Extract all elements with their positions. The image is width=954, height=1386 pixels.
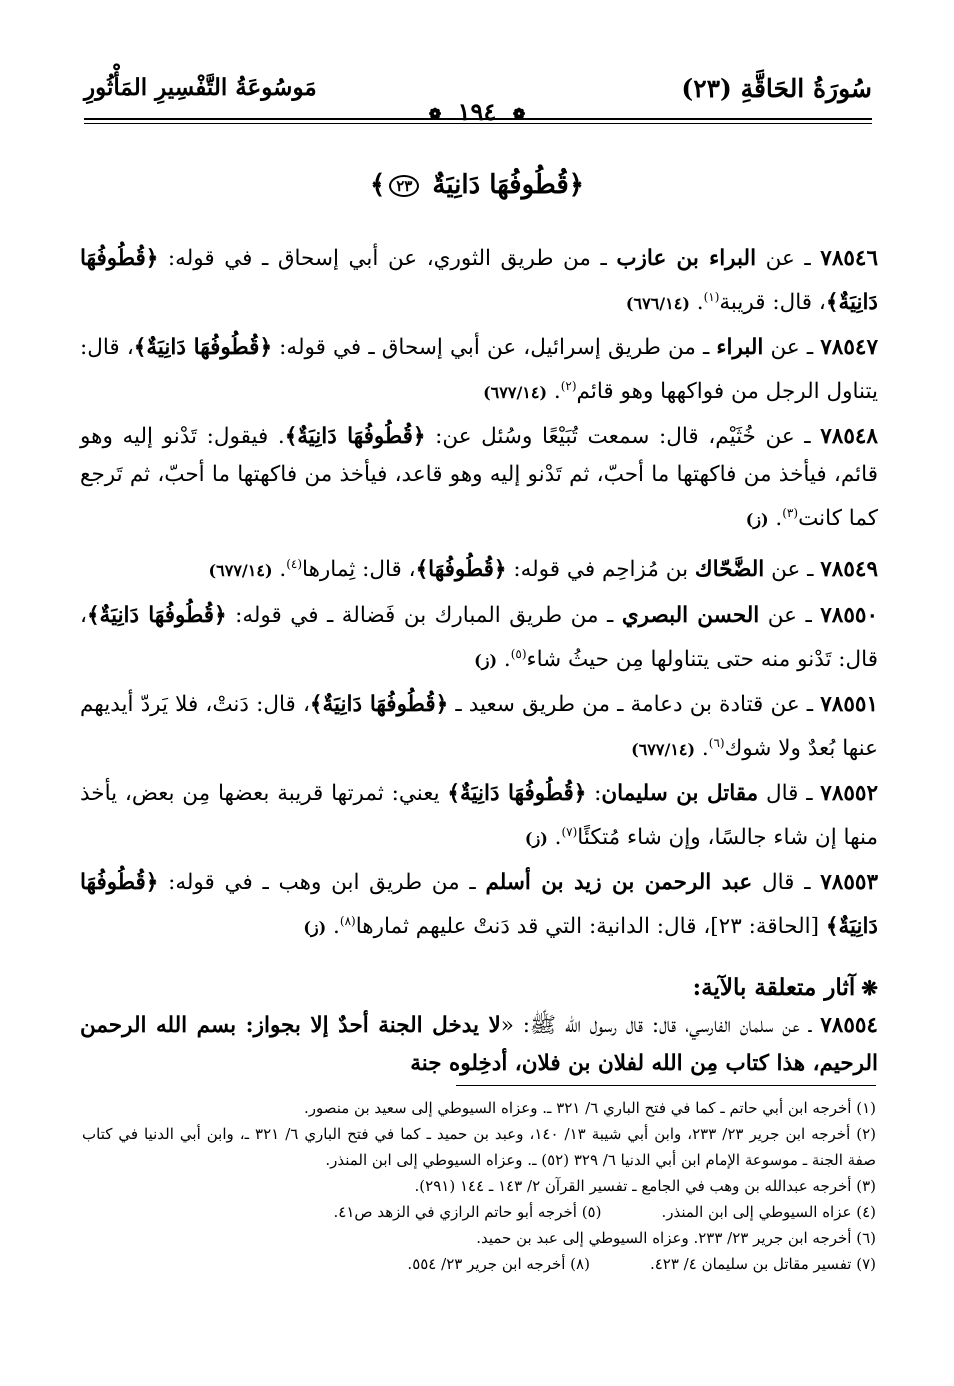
footnote: (٢) أخرجه ابن جرير ٢٣/ ٢٣٣، وابن أبي شيبة ١٣/ ١٤٠، وعبد بن حميد ـ كما في فتح الباري ٦/ ٣٢١ ـ، وابن أبي الدنيا في كتاب صفة الجنة ـ موسوعة الإمام ابن أبي الدنيا ٦/ ٣٢٩ (٥٢) ـ. وعزاه السيوطي إلى ابن المنذر.: [82, 1125, 877, 1169]
narrator-name: الضَّحّاك: [694, 557, 765, 583]
narrator-name: عبد الرحمن بن زيد بن أسلم: [485, 870, 753, 896]
entry-number: ٧٨٥٤٦: [820, 246, 879, 271]
entry-text: .: [768, 506, 783, 532]
page-number-row: [0, 97, 954, 126]
narration-entry: [80, 329, 878, 412]
ornament-icon: ❁: [428, 104, 442, 123]
footnote-separator: [456, 1085, 876, 1086]
footnote-ref: (٥): [510, 646, 527, 661]
entry-text: ـ من طريق الثوري، عن أبي إسحاق ـ في قوله:: [158, 246, 617, 271]
entry-number: ٧٨٥٥٤: [820, 1013, 878, 1039]
narrator-name: البراء بن عازب: [616, 246, 757, 271]
quran-quote: ﴿قُطُوفُهَا دَانِيَةٌ﴾: [86, 602, 227, 628]
narrator-name: الحسن البصري: [621, 602, 760, 628]
footnotes: [82, 1095, 876, 1277]
quran-quote: ﴿قُطُوفُهَا دَانِيَةٌ﴾: [447, 780, 587, 806]
entry-number: ٧٨٥٤٨: [820, 424, 878, 450]
footnote-ref: (٢): [560, 379, 577, 394]
narrator-name: مقاتل بن سليمان: [601, 780, 759, 806]
entry-number: ٧٨٥٤٧: [820, 335, 878, 361]
volume-reference: (٦٧٧/١٤): [631, 739, 696, 759]
footnote: (٣) أخرجه عبدالله بن وهب في الجامع ـ تفسير القرآن ٢/ ١٤٣ ـ ١٤٤ (٢٩١).: [414, 1177, 876, 1195]
entry-number: ٧٨٥٥٣: [820, 870, 878, 896]
narration-entry: [80, 864, 878, 947]
entry-text: ـ قال: [752, 870, 821, 896]
entry-text: ـ عن سلمان الفارسي، قال: قال رسول الله ﷺ: «: [500, 1013, 821, 1039]
main-text: [80, 240, 878, 1089]
volume-reference: (ز): [474, 650, 498, 670]
entry-text: بن مُزاحِم في قوله:: [506, 557, 695, 583]
entry-text: [الحاقة: ٢٣]، قال: الدانية: التي قد دَنتْ عليهم ثمارها: [355, 914, 826, 940]
quran-quote: ﴿قُطُوفُهَا دَانِيَةٌ﴾: [80, 246, 878, 316]
page-number: ١٩٤: [457, 97, 497, 126]
volume-reference: (ز): [303, 918, 327, 938]
star-ornament-icon: ❋: [861, 976, 878, 1001]
narration-entry: [80, 418, 878, 539]
entry-text: ـ من طريق إسرائيل، عن أبي إسحاق ـ في قوله:: [272, 335, 717, 361]
verse-text: قُطُوفُهَا دَانِيَةٌ: [432, 170, 569, 200]
volume-reference: (٦٧٧/١٤): [208, 561, 273, 581]
entry-text: يعني: ثمرتها قريبة بعضها مِن بعض، يأخذ منها إن شاء جالسًا، وإن شاء مُتكئًا: [80, 780, 878, 851]
footnote: (٥) أخرجه أبو حاتم الرازي في الزهد ص٤١.: [333, 1203, 602, 1221]
narration-entry: [80, 1007, 878, 1083]
entry-text: ، قال: يتناول الرجل من فواكهها وهو قائم: [80, 335, 878, 405]
footnote: (٨) أخرجه ابن جرير ٢٣/ ٥٥٤.: [407, 1255, 590, 1273]
narrator-name: البراء: [716, 335, 764, 361]
footnote-ref: (٣): [782, 506, 799, 521]
entry-number: ٧٨٥٥١: [820, 691, 878, 717]
entry-number: ٧٨٥٥٢: [820, 780, 879, 806]
entry-text: .: [272, 557, 287, 583]
volume-reference: (ز): [745, 510, 769, 530]
entry-text: ـ عن: [759, 602, 821, 628]
narration-entry: [80, 545, 878, 590]
entry-text: ـ من طريق المبارك بن فَضالة ـ في قوله:: [226, 602, 622, 628]
narration-entry: [80, 775, 878, 858]
entry-text: ـ من طريق ابن وهب ـ في قوله:: [158, 870, 486, 896]
entry-text: ـ عن: [763, 335, 821, 361]
footnote-ref: (١): [703, 290, 720, 304]
entry-text: . فيقول: تَدْنو إليه وهو قائم، فيأخذ من فاكهتها ما أحبّ، ثم تَدْنو إليه وهو قاعد، فيأخذ من فاكهتها ما أحبّ، ثم تَرجع كما كانت: [80, 424, 878, 532]
entry-text: ، قال: قريبة: [719, 290, 826, 316]
section-heading: [80, 969, 878, 1007]
quran-quote: ﴿قُطُوفُهَا دَانِيَةٌ﴾: [309, 691, 449, 717]
entry-text: .: [695, 735, 709, 761]
footnote-pair: [82, 1199, 876, 1225]
entry-text: ـ قال: [758, 780, 821, 806]
quran-bracket-open: ﴿: [568, 170, 585, 200]
volume-reference: (٦٧٦/١٤): [625, 294, 690, 314]
quran-quote: ﴿قُطُوفُهَا دَانِيَةٌ﴾: [133, 335, 273, 361]
footnote-pair: [82, 1251, 876, 1277]
footnote-ref: (٤): [286, 557, 303, 572]
entry-text: .: [326, 914, 340, 940]
entry-text: ، قال: ثِمارها: [302, 557, 416, 583]
surah-title: سُورَةُ الحَاقَّةِ (٢٣): [681, 74, 872, 103]
footnote-ref: (٧): [561, 824, 578, 839]
entry-text: ـ عن خُثَيْم، قال: سمعت تُبَيْعًا وسُئل عن:: [425, 424, 821, 450]
entry-text: ، قال: تَدْنو منه حتى يتناولها مِن حيثُ شاء: [80, 602, 878, 672]
quran-quote: ﴿قُطُوفُهَا﴾: [415, 557, 507, 583]
entry-text: .: [497, 646, 511, 672]
hadith-quote: لا يدخل الجنة أحدٌ إلا بجواز: بسم الله الرحمن الرحيم، هذا كتاب مِن الله لفلان بن فلان، أدخِلوه جنة: [80, 1013, 878, 1077]
section-title: آثار متعلقة بالآية:: [692, 974, 856, 1002]
footnote-ref: (٨): [339, 914, 356, 929]
ornament-icon: ❁: [512, 104, 526, 123]
quran-bracket-close: ﴾: [369, 170, 386, 200]
entry-text: ـ عن: [764, 557, 821, 583]
entry-text: ، قال: دَنتْ، فلا يَردّ أيديهم عنها بُعدٌ ولا شوك: [80, 691, 878, 761]
footnote: (٤) عزاه السيوطي إلى ابن المنذر.: [661, 1203, 876, 1221]
footnote: (١) أخرجه ابن أبي حاتم ـ كما في فتح الباري ٦/ ٣٢١ ـ. وعزاه السيوطي إلى سعيد بن منصور.: [303, 1099, 876, 1117]
quran-quote: ﴿قُطُوفُهَا دَانِيَةٌ﴾: [284, 424, 426, 450]
entry-text: .: [547, 825, 562, 851]
entry-text: .: [547, 379, 561, 405]
quran-quote: ﴿قُطُوفُهَا دَانِيَةٌ﴾: [80, 870, 878, 940]
entry-text: ـ عن: [756, 246, 821, 271]
footnote-ref: (٦): [708, 735, 725, 750]
footnote: (٧) تفسير مقاتل بن سليمان ٤/ ٤٢٣.: [649, 1255, 876, 1273]
verse-heading: [0, 170, 954, 200]
narration-entry: [80, 686, 878, 769]
entry-number: ٧٨٥٤٩: [820, 557, 878, 583]
entry-number: ٧٨٥٥٠: [820, 602, 878, 628]
footnote: (٦) أخرجه ابن جرير ٢٣/ ٢٣٣. وعزاه السيوطي إلى عبد بن حميد.: [476, 1229, 876, 1247]
narration-entry: [80, 240, 878, 323]
aya-number-badge: ٢٣: [389, 175, 419, 197]
book-title: مَوسُوعَةُ التَّفْسِيرِ المَأْثُورِ: [84, 74, 317, 101]
narration-entry: [80, 597, 878, 680]
entry-text: .: [689, 290, 704, 316]
volume-reference: (٦٧٧/١٤): [483, 383, 548, 403]
entry-text: :: [586, 780, 602, 806]
volume-reference: (ز): [524, 829, 548, 849]
entry-text: ـ عن قتادة بن دعامة ـ من طريق سعيد ـ: [448, 691, 821, 717]
